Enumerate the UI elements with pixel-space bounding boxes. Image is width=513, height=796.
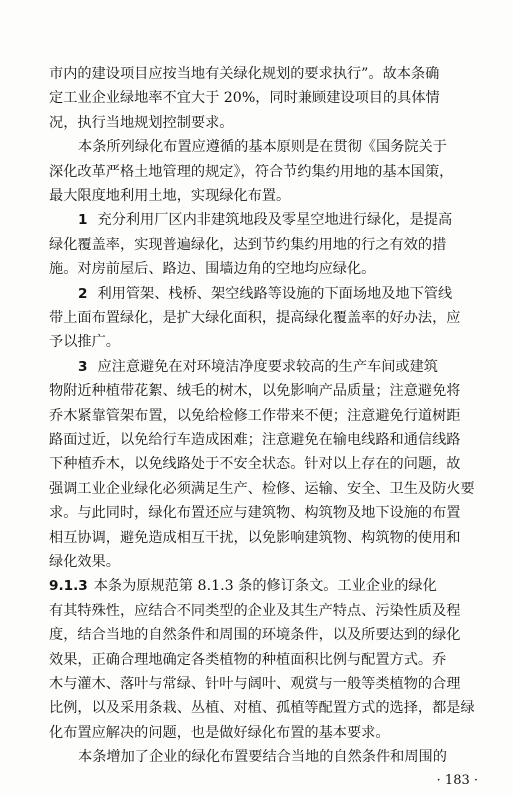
- text-line: 路面过近，以免给行车造成困难；注意避免在输电线路和通信线路: [49, 432, 461, 448]
- text-line: 予以推广。: [49, 334, 120, 350]
- text-line: 带上面布置绿化，是扩大绿化面积，提高绿化覆盖率的好办法，应: [49, 310, 461, 326]
- text-line: 本条所列绿化布置应遵循的基本原则是在贯彻《国务院关于: [78, 139, 447, 155]
- text-line: 况，执行当地规划控制要求。: [49, 115, 234, 131]
- section-number: 9.1.3: [49, 578, 88, 594]
- text-line: 强调工业企业绿化必须满足生产、检修、运输、安全、卫生及防火要: [49, 481, 475, 497]
- list-item-number: 3: [78, 359, 88, 375]
- text-line: 施。对房前屋后、路边、围墙边角的空地均应绿化。: [49, 261, 376, 277]
- text-line: 有其特殊性，应结合不同类型的企业及其生产特点、污染性质及程: [49, 603, 461, 619]
- text-line: 物附近种植带花絮、绒毛的树木，以免影响产品质量；注意避免将: [49, 383, 461, 399]
- text-line: 下种植乔木，以免线路处于不安全状态。针对以上存在的问题，故: [49, 456, 461, 472]
- page-number: · 183 ·: [436, 773, 478, 788]
- text-line: 乔木紧靠管架布置，以免给检修工作带来不便；注意避免行道树距: [49, 408, 461, 424]
- text-line: 化布置应解决的问题，也是做好绿化布置的基本要求。: [49, 725, 390, 741]
- list-item-1-first-line: 1 充分利用厂区内非建筑地段及零星空地进行绿化，是提高: [0, 207, 513, 233]
- list-item-number: 1: [78, 212, 88, 228]
- section-heading-line: 9.1.3 本条为原规范第 8.1.3 条的修订条文。工业企业的绿化: [0, 573, 513, 599]
- text-line: 市内的建设项目应按当地有关绿化规划的要求执行”。故本条确: [49, 66, 440, 82]
- text-line: 定工业企业绿地率不宜大于 20%，同时兼顾建设项目的具体情: [49, 90, 440, 106]
- list-item-2-first-line: 2 利用管架、栈桥、架空线路等设施的下面场地及地下管线: [0, 281, 513, 307]
- list-item-3-first-line: 3 应注意避免在对环境洁净度要求较高的生产车间或建筑: [0, 354, 513, 380]
- text-line: 木与灌木、落叶与常绿、针叶与阔叶、观赏与一般等类植物的合理: [49, 676, 461, 692]
- text-line: 比例，以及采用条栽、丛植、对植、孤植等配置方式的选择，都是绿: [49, 700, 475, 716]
- text-line: 求。与此同时，绿化布置还应与建筑物、构筑物及地下设施的布置: [49, 505, 461, 521]
- list-item-number: 2: [78, 286, 88, 302]
- text-line: 最大限度地利用土地，实现绿化布置。: [49, 188, 291, 204]
- text-line: 深化改革严格土地管理的规定》，符合节约集约用地的基本国策，: [49, 164, 454, 180]
- text-line: 相互协调，避免造成相互干扰，以免影响建筑物、构筑物的使用和: [49, 530, 461, 546]
- text-line: 绿化效果。: [49, 554, 120, 570]
- text-line: 绿化覆盖率，实现普遍绿化，达到节约集约用地的行之有效的措: [49, 237, 447, 253]
- text-line: 本条增加了企业的绿化布置要结合当地的自然条件和周围的: [78, 749, 447, 765]
- text-line: 效果，正确合理地确定各类植物的种植面积比例与配置方式。乔: [49, 652, 447, 668]
- text-line: 度，结合当地的自然条件和周围的环境条件，以及所要达到的绿化: [49, 627, 461, 643]
